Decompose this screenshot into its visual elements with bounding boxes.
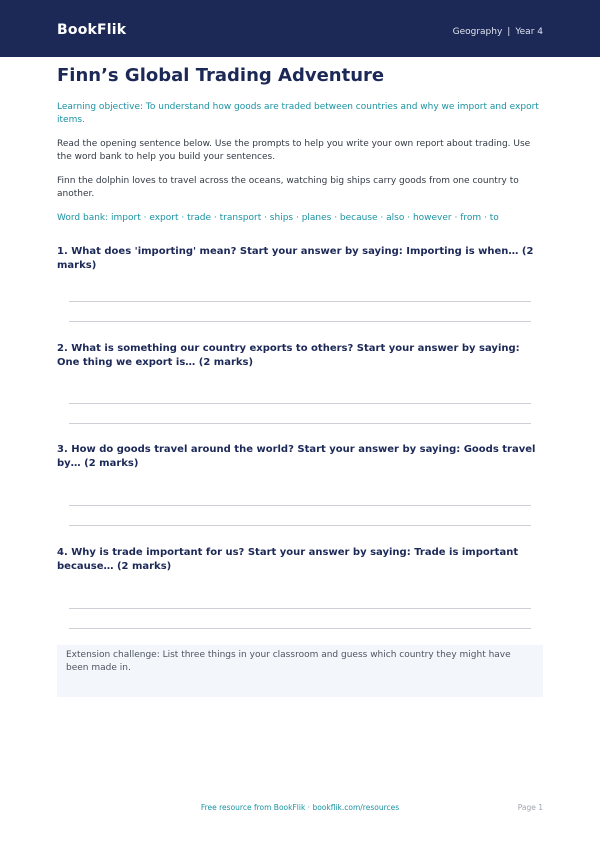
question-1: 1. What does 'importing' mean? Start your answer by saying: Importing is when… (2 marks) — [57, 246, 534, 271]
question-2: 2. What is something our country exports to others? Start your answer by saying: One thing we export is… (2 marks) — [57, 343, 520, 368]
answer-line[interactable] — [69, 608, 531, 609]
page-title: Finn’s Global Trading Adventure — [57, 65, 385, 86]
answer-lines-4[interactable] — [69, 608, 531, 629]
extension-challenge: Extension challenge: List three things in your classroom and guess which country they might have been made in. — [57, 645, 543, 697]
learning-objective: Learning objective: To understand how goods are traded between countries and why we import and export items. — [57, 102, 539, 125]
worksheet-content — [57, 64, 543, 697]
answer-line[interactable] — [69, 628, 531, 629]
answer-line[interactable] — [69, 301, 531, 302]
meta-separator: | — [507, 27, 511, 37]
answer-line[interactable] — [69, 403, 531, 404]
page-number: Page 1 — [517, 803, 543, 812]
answer-line[interactable] — [69, 505, 531, 506]
instructions: Read the opening sentence below. Use the prompts to help you write your own report about trading. Use the word bank to help you build your sentences. — [57, 139, 531, 162]
answer-lines-1[interactable] — [69, 301, 531, 322]
answer-line[interactable] — [69, 321, 531, 322]
word-bank: Word bank: import · export · trade · transport · ships · planes · because · also · however · from · to — [57, 213, 499, 223]
answer-lines-3[interactable] — [69, 505, 531, 526]
answer-lines-2[interactable] — [69, 403, 531, 424]
subject-label: Geography — [452, 27, 503, 37]
answer-line[interactable] — [69, 423, 531, 424]
year-label: Year 4 — [515, 27, 543, 37]
page-header — [0, 0, 600, 57]
answer-line[interactable] — [69, 525, 531, 526]
brand-logo: BookFlik — [57, 22, 127, 38]
footer-resource-link[interactable]: Free resource from BookFlik · bookflik.com/resources — [200, 803, 400, 812]
question-4: 4. Why is trade important for us? Start your answer by saying: Trade is important because… (2 marks) — [57, 547, 519, 572]
opening-sentence: Finn the dolphin loves to travel across the oceans, watching big ships carry goods from one country to another. — [57, 176, 519, 199]
question-3: 3. How do goods travel around the world? Start your answer by saying: Goods travel by… (2 marks) — [57, 444, 536, 469]
subject-year — [453, 27, 543, 37]
